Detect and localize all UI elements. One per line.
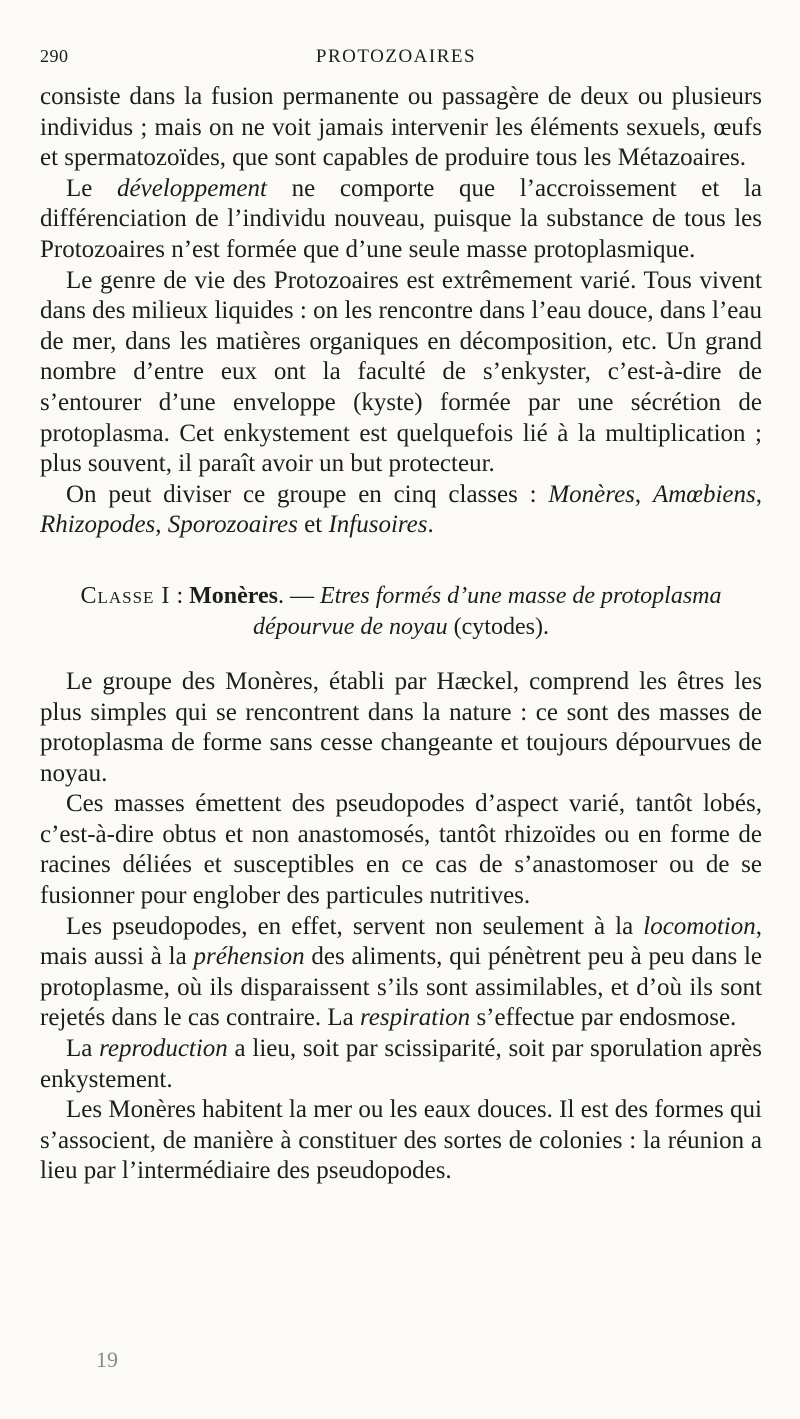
italic-term-respiration: respiration bbox=[359, 1004, 471, 1032]
separator: , bbox=[755, 480, 762, 508]
paragraph-text: s’effectue par endosmose. bbox=[470, 1004, 737, 1032]
paragraph-text: Les pseudopodes, en effet, servent non seulement à la bbox=[66, 912, 644, 940]
class-infusoires-term: Infusoires bbox=[328, 511, 428, 539]
italic-term-locomotion: locomotion bbox=[643, 912, 756, 940]
class-monere-term: Monères bbox=[548, 480, 635, 508]
separator: , bbox=[634, 480, 653, 508]
paragraph-text: des aliments, qui pénètrent peu à peu dans le protoplasme, où ils disparaissent s’ils sont assimilables, et d’où ils sont rejetés dans le cas contraire. La bbox=[40, 943, 763, 1032]
class-label: Classe I bbox=[80, 582, 171, 609]
printer-signature-mark: 19 bbox=[96, 1347, 118, 1372]
chapter-title: PROTOZOAIRES bbox=[315, 46, 477, 67]
conjunction: et bbox=[297, 511, 329, 539]
italic-term: développement bbox=[117, 174, 267, 202]
paragraph-pseudopodes: Ces masses émettent des pseudopodes d’aspect varié, tantôt lobés, c’est-à-dire obtus et non anastomosés, tantôt rhizoïdes ou en forme de racines déliées et susceptibles en ce cas de s’anastomoser ou de se fusionner pour englober des particules nutritives. bbox=[40, 790, 762, 910]
class-sporozoaires-term: Sporozoaires bbox=[167, 511, 298, 539]
paragraph-text: Le bbox=[66, 174, 118, 202]
running-header bbox=[40, 46, 762, 82]
paragraph-text: On peut diviser ce groupe en cinq classes : bbox=[66, 480, 549, 508]
paragraph-text: , mais aussi à la bbox=[40, 912, 762, 971]
italic-term-prehension: préhension bbox=[193, 943, 305, 971]
heading-dash: . — bbox=[277, 582, 320, 609]
paragraph-developpement bbox=[40, 174, 762, 266]
class-description: Etres formés d’une masse de protoplasma dépourvue de noyau bbox=[253, 582, 722, 640]
paragraph-classes bbox=[40, 480, 762, 541]
paragraph-habitat: Les Monères habitent la mer ou les eaux douces. Il est des formes qui s’associent, de manière à constituer des sortes de colonies : la réunion a lieu par l’intermédiaire des pseudopodes. bbox=[40, 1096, 762, 1185]
heading-colon: : bbox=[170, 582, 190, 609]
paragraph-reproduction bbox=[40, 1034, 762, 1095]
class-rhizopodes-term: Rhizopodes bbox=[40, 511, 156, 539]
section-body bbox=[40, 667, 762, 1187]
section-heading bbox=[40, 581, 762, 643]
body-text bbox=[40, 82, 762, 541]
class-note: (cytodes). bbox=[447, 613, 549, 640]
paragraph-text: a lieu, soit par scissiparité, soit par sporulation après enkystement. bbox=[40, 1035, 762, 1093]
period: . bbox=[427, 511, 434, 539]
paragraph-genre-de-vie: Le genre de vie des Protozoaires est extrêmement varié. Tous vivent dans des milieux liquides : on les rencontre dans l’eau douce, dans l’eau de mer, dans les matières organiques en décomposition, etc. Un grand nombre d’entre eux ont la faculté de s’enkyster, c’est-à-dire de s’entourer d’une enveloppe (kyste) formée par une sécrétion de protoplasma. Cet enkystement est quelquefois lié à la multiplication ; plus souvent, il paraît avoir un but protecteur. bbox=[40, 266, 762, 478]
paragraph-groupe-moneres: Le groupe des Monères, établi par Hæckel, comprend les êtres les plus simples qui se rencontrent dans la nature : ce sont des masses de protoplasma de forme sans cesse changeante et toujours dépourvues de noyau. bbox=[40, 667, 762, 787]
italic-term-reproduction: reproduction bbox=[99, 1035, 228, 1063]
separator: , bbox=[155, 511, 168, 539]
paragraph-continuation: consiste dans la fusion permanente ou passagère de deux ou plusieurs individus ; mais on ne voit jamais intervenir les éléments sexuels, œufs et spermatozoïdes, que sont capables de produire tous les Métazoaires. bbox=[40, 83, 762, 172]
paragraph-fonctions bbox=[40, 912, 762, 1034]
paragraph-text: La bbox=[66, 1035, 100, 1063]
class-amoebiens-term: Amœbiens bbox=[652, 480, 756, 508]
page-number: 290 bbox=[40, 46, 69, 66]
paragraph-text: ne comporte que l’accroissement et la différenciation de l’individu nouveau, puisque la substance de tous les Protozoaires n’est formée que d’une seule masse protoplasmique. bbox=[40, 174, 762, 263]
class-name: Monères bbox=[189, 582, 278, 609]
